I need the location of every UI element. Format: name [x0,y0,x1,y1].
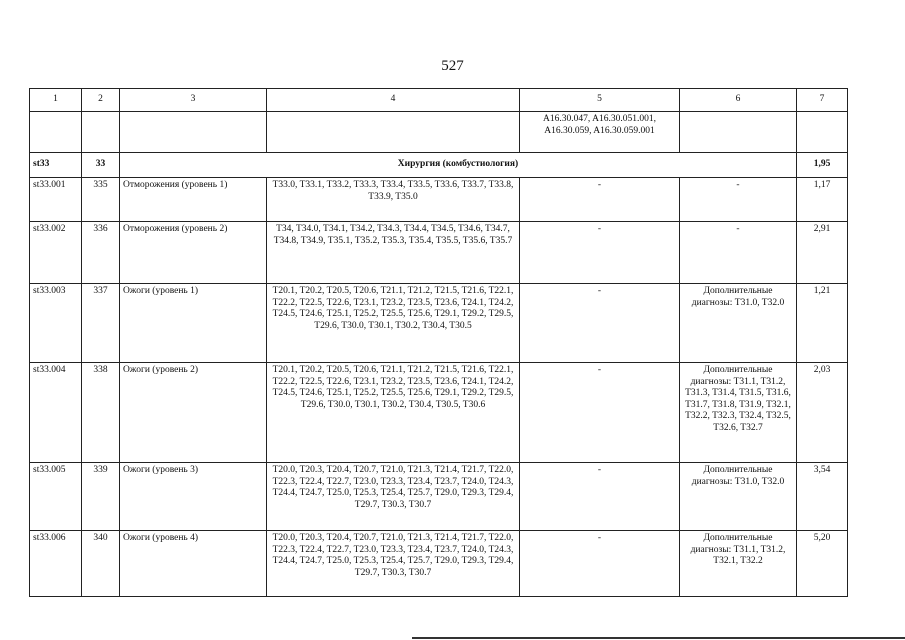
row-criteria: Дополнительные диагнозы: T31.1, T31.2, T31.3, T31.4, T31.5, T31.6, T31.7, T31.8, T31.9, T32.1, T32.2, T32.3, T32.4, T32.5, T32.6, T32.7 [680,363,797,463]
row-coefficient: 3,54 [797,463,848,531]
continuation-row [30,112,848,153]
row-code: st33.005 [30,463,82,531]
row-code: st33.001 [30,178,82,222]
row-name: Ожоги (уровень 2) [120,363,267,463]
row-number: 337 [82,284,120,363]
row-number: 339 [82,463,120,531]
row-services: - [520,222,680,284]
table-row [30,363,848,463]
section-code: st33 [30,153,82,178]
row-services: - [520,284,680,363]
row-coefficient: 5,20 [797,531,848,597]
section-coef: 1,95 [797,153,848,178]
section-title: Хирургия (комбустиология) [120,153,797,178]
row-name: Ожоги (уровень 1) [120,284,267,363]
row-criteria: Дополнительные диагнозы: T31.0, T32.0 [680,284,797,363]
row-criteria: - [680,222,797,284]
cell-empty [267,112,520,153]
row-name: Отморожения (уровень 1) [120,178,267,222]
row-services: - [520,178,680,222]
header-cell-2: 2 [82,89,120,112]
row-icd-codes: T20.1, T20.2, T20.5, T20.6, T21.1, T21.2, T21.5, T21.6, T22.1, T22.2, T22.5, T22.6, T23.1, T23.2, T23.5, T23.6, T24.1, T24.2, T24.5, T24.6, T25.1, T25.2, T25.5, T25.6, T29.1, T29.2, T29.5, T29.6, T30.0, T30.1, T30.2, T30.4, T30.5 [267,284,520,363]
cell-empty [680,112,797,153]
row-number: 338 [82,363,120,463]
header-cell-4: 4 [267,89,520,112]
row-services: - [520,463,680,531]
header-cell-3: 3 [120,89,267,112]
row-coefficient: 2,91 [797,222,848,284]
section-number: 33 [82,153,120,178]
row-number: 340 [82,531,120,597]
row-icd-codes: T33.0, T33.1, T33.2, T33.3, T33.4, T33.5, T33.6, T33.7, T33.8, T33.9, T35.0 [267,178,520,222]
row-criteria: Дополнительные диагнозы: T31.1, T31.2, T32.1, T32.2 [680,531,797,597]
cell-empty [30,112,82,153]
header-cell-1: 1 [30,89,82,112]
header-cell-7: 7 [797,89,848,112]
table-row [30,178,848,222]
row-icd-codes: T20.1, T20.2, T20.5, T20.6, T21.1, T21.2, T21.5, T21.6, T22.1, T22.2, T22.5, T22.6, T23.1, T23.2, T23.5, T23.6, T24.1, T24.2, T24.5, T24.6, T25.1, T25.2, T25.5, T25.6, T29.1, T29.2, T29.5, T29.6, T30.0, T30.1, T30.2, T30.4, T30.5, T30.6 [267,363,520,463]
row-criteria: - [680,178,797,222]
cell-empty [797,112,848,153]
row-services: - [520,363,680,463]
continuation-services: A16.30.047, A16.30.051.001, A16.30.059, A16.30.059.001 [520,112,680,153]
tariff-table [29,88,848,597]
row-number: 336 [82,222,120,284]
row-icd-codes: T20.0, T20.3, T20.4, T20.7, T21.0, T21.3, T21.4, T21.7, T22.0, T22.3, T22.4, T22.7, T23.0, T23.3, T23.4, T23.7, T24.0, T24.3, T24.4, T24.7, T25.0, T25.3, T25.4, T25.7, T29.0, T29.3, T29.4, T29.7, T30.3, T30.7 [267,463,520,531]
row-coefficient: 1,21 [797,284,848,363]
bottom-edge-line [412,637,905,639]
row-code: st33.003 [30,284,82,363]
row-code: st33.006 [30,531,82,597]
row-coefficient: 1,17 [797,178,848,222]
cell-empty [120,112,267,153]
row-number: 335 [82,178,120,222]
row-icd-codes: T20.0, T20.3, T20.4, T20.7, T21.0, T21.3, T21.4, T21.7, T22.0, T22.3, T22.4, T22.7, T23.0, T23.3, T23.4, T23.7, T24.0, T24.3, T24.4, T24.7, T25.0, T25.3, T25.4, T25.7, T29.0, T29.3, T29.4, T29.7, T30.3, T30.7 [267,531,520,597]
header-cell-5: 5 [520,89,680,112]
row-icd-codes: T34, T34.0, T34.1, T34.2, T34.3, T34.4, T34.5, T34.6, T34.7, T34.8, T34.9, T35.1, T35.2, T35.3, T35.4, T35.5, T35.6, T35.7 [267,222,520,284]
header-cell-6: 6 [680,89,797,112]
row-criteria: Дополнительные диагнозы: T31.0, T32.0 [680,463,797,531]
row-code: st33.004 [30,363,82,463]
table-row [30,222,848,284]
table-row [30,284,848,363]
cell-empty [82,112,120,153]
page-number: 527 [441,58,464,74]
row-code: st33.002 [30,222,82,284]
row-name: Отморожения (уровень 2) [120,222,267,284]
table-row [30,531,848,597]
table-row [30,463,848,531]
row-services: - [520,531,680,597]
section-row [30,153,848,178]
row-coefficient: 2,03 [797,363,848,463]
row-name: Ожоги (уровень 3) [120,463,267,531]
row-name: Ожоги (уровень 4) [120,531,267,597]
header-row [30,89,848,112]
